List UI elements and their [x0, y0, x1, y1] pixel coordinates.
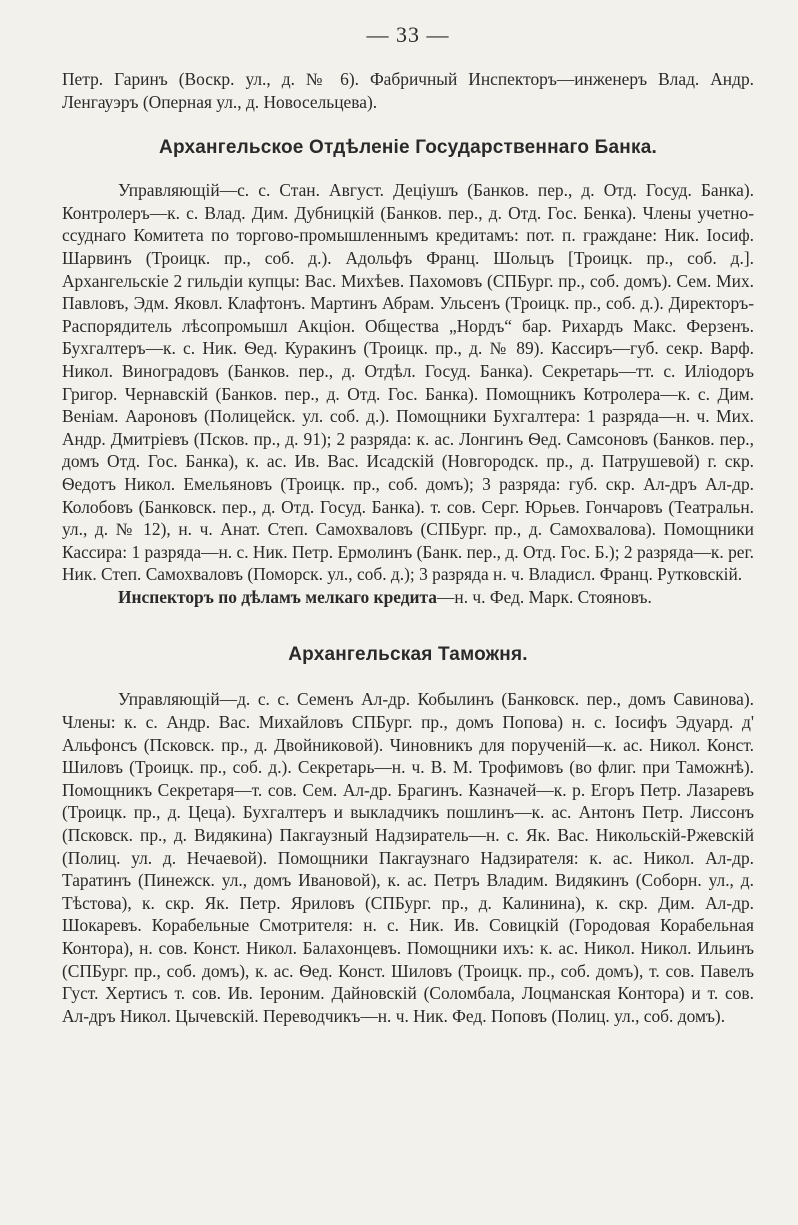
inspector-label: Инспекторъ по дѣламъ мелкаго кредита	[118, 586, 438, 607]
inspector-text: —н. ч. Фед. Марк. Стояновъ.	[437, 586, 652, 607]
bank-section-heading: Архангельское Отдѣленіе Государственнаго Банка.	[159, 137, 657, 159]
customs-section-heading: Архангельская Таможня.	[288, 644, 528, 666]
page-number: — 33 —	[366, 22, 450, 47]
inspector-paragraph	[62, 586, 754, 609]
bank-section-body: Управляющій—с. с. Стан. Август. Деціушъ (Банков. пер., д. Отд. Госуд. Банка). Контролеръ—к. с. Влад. Дим. Дубницкій (Банков. пер., д. Отд. Гос. Бенка). Члены учетно-ссуднаго Комитета по торгово-промышленнымъ кредитамъ: пот. п. граждане: Ник. Іосиф. Шарвинъ (Троицк. пр., соб. д.). Адольфъ Франц. Шольцъ [Троицк. пр., соб. д.]. Архангельскіе 2 гильдіи купцы: Вас. Михѣев. Пахомовъ (СПБург. пр., соб. домъ). Сем. Мих. Павловъ, Эдм. Яковл. Клафтонъ. Мартинъ Абрам. Ульсенъ (Троицк. пр., соб. д.). Директоръ-Распорядитель лѣсопромышл Акціон. Общества „Нордъ“ бар. Рихардъ Макс. Ферзенъ. Бухгалтеръ—к. с. Ник. Ѳед. Куракинъ (Троицк. пр., д. № 89). Кассиръ—губ. секр. Варф. Никол. Виноградовъ (Банков. пер., д. Отдѣл. Госуд. Банка). Секретарь—тт. с. Иліодоръ Григор. Чернавскій (Банков. пер., д. Отд. Гос. Банка). Помощникъ Котролера—к. с. Дим. Веніам. Аароновъ (Полицейск. ул. соб. д.). Помощники Бухгалтера: 1 разряда—н. ч. Мих. Андр. Дмитріевъ (Псков. пр., д. 91); 2 разряда: к. ас. Лонгинъ Ѳед. Самсоновъ (Банков. пер., домъ Отд. Гос. Банка), к. ас. Ив. Вас. Исадскій (Новгородск. пр., д. Патрушевой) г. скр. Ѳедотъ Никол. Емельяновъ (Троицк. пр., соб. домъ); 3 разряда: губ. скр. Ал-дръ Ал-др. Колобовъ (Банковск. пер., д. Отд. Госуд. Банка). т. сов. Серг. Юрьев. Гончаровъ (Театральн. ул., д. № 12), н. ч. Анат. Степ. Самохваловъ (СПБург. пр., д. Самохвалова). Помощники Кассира: 1 разряда—н. с. Ник. Петр. Ермолинъ (Банк. пер., д. Отд. Гос. Б.); 2 разряда—к. рег. Ник. Степ. Самохваловъ (Поморск. ул., соб. д.); 3 разряда н. ч. Владисл. Франц. Рутковскій.	[62, 180, 754, 585]
customs-section-body: Управляющій—д. с. с. Семенъ Ал-др. Кобылинъ (Банковск. пер., домъ Савинова). Члены: к. с. Андр. Вас. Михайловъ СПБург. пр., домъ Попова) н. с. Іосифъ Эдуард. д' Альфонсъ (Псковск. пр., д. Двойниковой). Чиновникъ для порученій—к. ас. Никол. Конст. Шиловъ (Троицк. пр., соб. д.). Секретарь—н. ч. В. М. Трофимовъ (во флиг. при Таможнѣ). Помощникъ Секретаря—т. сов. Сем. Ал-др. Брагинъ. Казначей—к. р. Егоръ Петр. Лазаревъ (Троицк. пр., д. Цеца). Бухгалтеръ и выкладчикъ пошлинъ—к. ас. Антонъ Петр. Лиссонъ (Псковск. пр., д. Видякина) Пакгаузный Надзиратель—н. с. Як. Вас. Никольскій-Ржевскій (Полиц. ул. д. Нечаевой). Помощники Пакгаузнаго Надзирателя: к. ас. Никол. Ал-др. Таратинъ (Пинежск. ул., домъ Ивановой), к. ас. Петръ Владим. Видякинъ (Соборн. ул., д. Тѣстова), к. скр. Як. Петр. Яриловъ (СПБург. пр., д. Калинина), к. скр. Дим. Ал-др. Шокаревъ. Корабельные Смотрителя: н. с. Ник. Ив. Совицкій (Городовая Корабельная Контора), н. сов. Конст. Никол. Балахонцевъ. Помощники ихъ: к. ас. Никол. Никол. Ильинъ (СПБург. пр., соб. домъ), к. ас. Ѳед. Конст. Шиловъ (Троицк. пр., соб. домъ), т. сов. Павелъ Густ. Хертисъ т. сов. Ив. Іероним. Дайновскій (Соломбала, Лоцманская Контора) и т. сов. Ал-дръ Никол. Цычевскій. Переводчикъ—н. ч. Ник. Фед. Поповъ (Полиц. ул., соб. домъ).	[62, 689, 754, 1026]
intro-paragraph: Петр. Гаринъ (Воскр. ул., д. № 6). Фабричный Инспекторъ—инженеръ Влад. Андр. Ленгауэръ (Оперная ул., д. Новосельцева).	[62, 69, 754, 112]
